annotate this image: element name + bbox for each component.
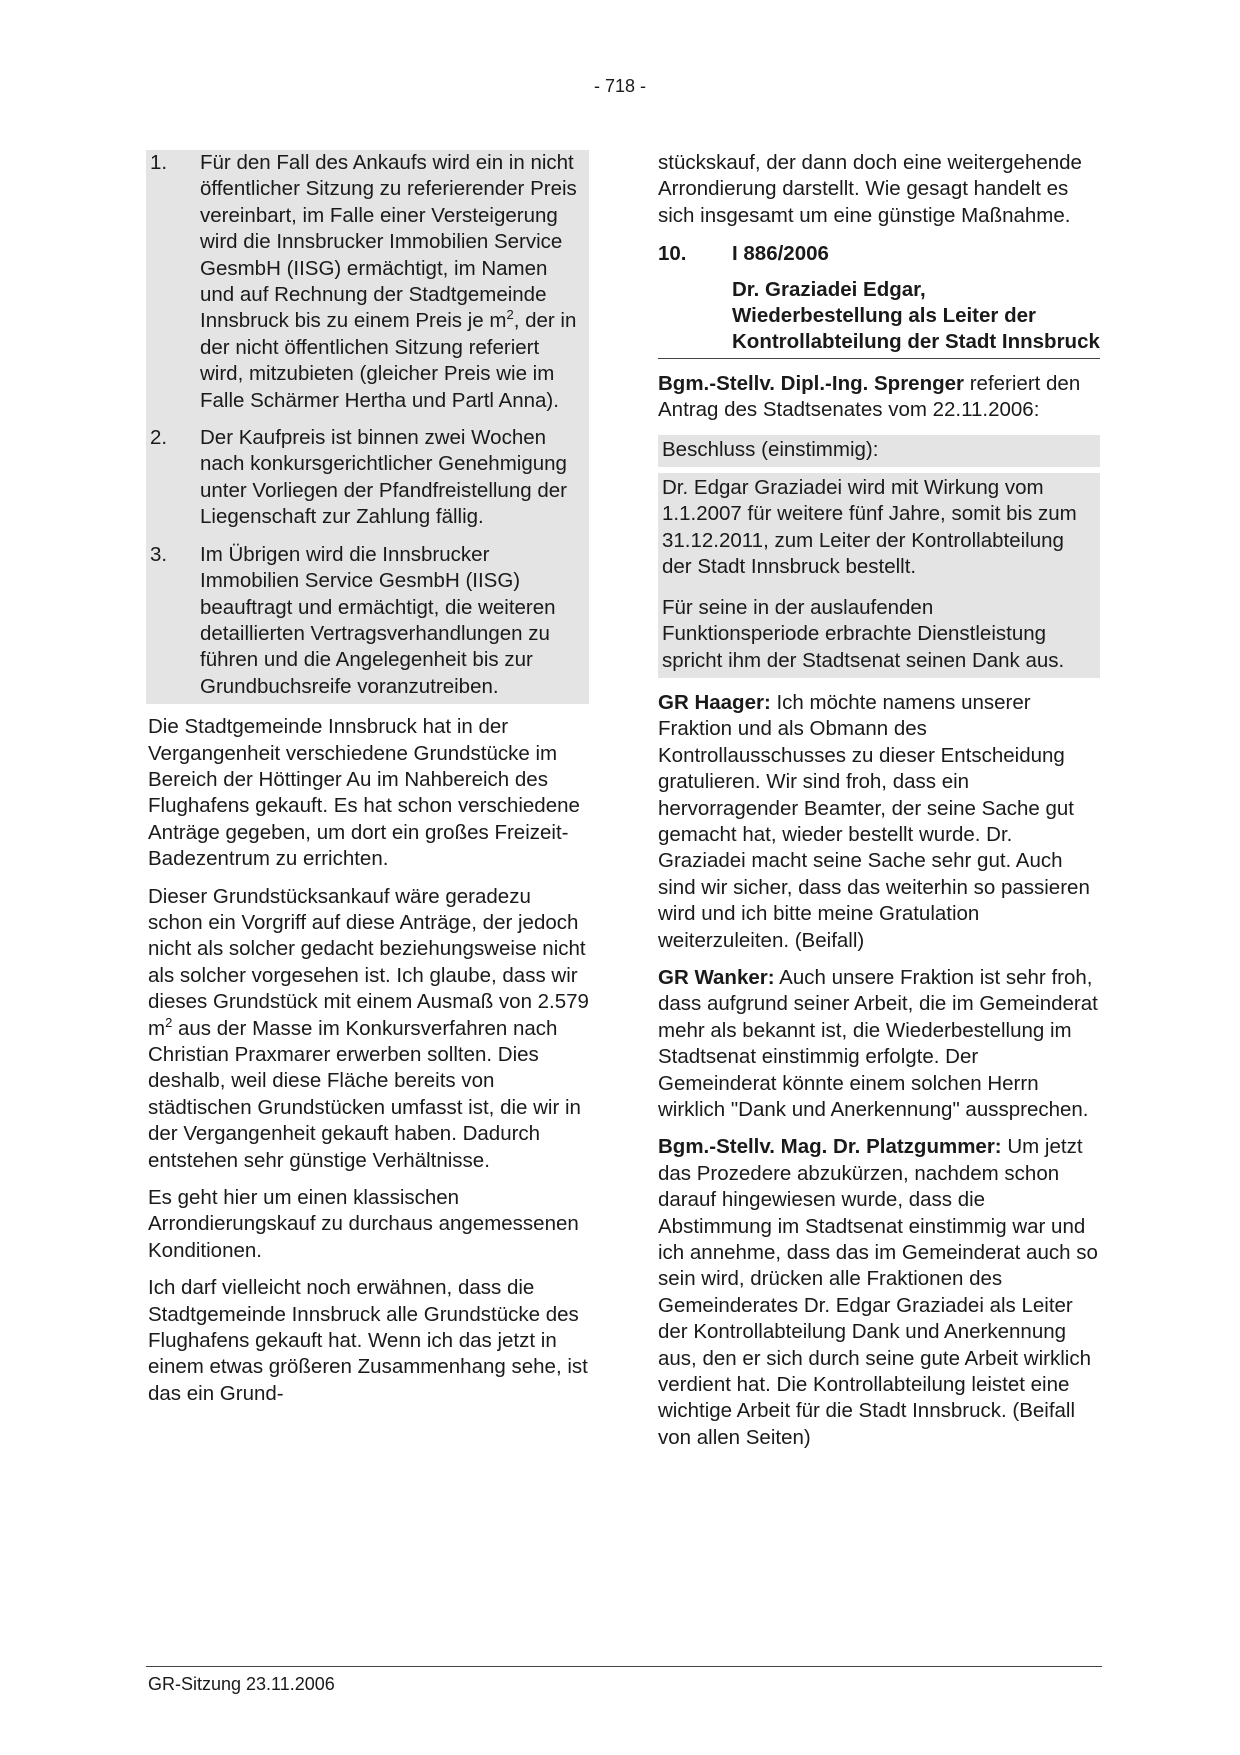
left-column	[146, 150, 589, 1418]
paragraph: Bgm.-Stellv. Dipl.-Ing. Sprenger referiert den Antrag des Stadtsenates vom 22.11.2006:	[658, 371, 1081, 422]
right-column	[658, 150, 1100, 1462]
paragraph: Es geht hier um einen klassischen Arrondierungskauf zu durchaus angemessenen Konditionen.	[148, 1186, 579, 1262]
paragraph: stückskauf, der dann doch eine weitergehende Arrondierung darstellt. Wie gesagt handelt es sich insgesamt um eine günstige Maßnahme.	[658, 151, 1082, 227]
page-number: - 718 -	[593, 76, 647, 96]
footer-text: GR-Sitzung 23.11.2006	[148, 1674, 335, 1694]
statement: GR Haager: Ich möchte namens unserer Fraktion und als Obmann des Kontrollausschusses zu dieser Entscheidung gratulieren. Wir sind froh, dass ein hervorragender Beamter, der seine Sache gut gemacht hat, wieder bestellt wurde. Dr. Graziadei macht seine Sache sehr gut. Auch sind wir sicher, dass das weiterhin so passieren wird und ich bitte meine Gratulation weiterzuleiten. (Beifall)	[658, 690, 1090, 952]
paragraph: Ich darf vielleicht noch erwähnen, dass die Stadtgemeinde Innsbruck alle Grundstücke des Flughafens gekauft hat. Wenn ich das jetzt in einem etwas größeren Zusammenhang sehe, ist das ein Grund-	[148, 1276, 588, 1405]
resolution-text: Für seine in der auslaufenden Funktionsperiode erbrachte Dienstleistung spricht ihm der Stadtsenat seinen Dank aus.	[658, 585, 1100, 678]
list-item-text: Der Kaufpreis ist binnen zwei Wochen nach konkursgerichtlicher Genehmigung unter Vorliegen der Pfandfreistellung der Liegenschaft zur Zahlung fällig.	[200, 426, 567, 529]
resolution-label: Beschluss (einstimmig):	[658, 435, 1100, 467]
speaker-name: GR Haager:	[658, 690, 771, 714]
statement: Bgm.-Stellv. Mag. Dr. Platzgummer: Um jetzt das Prozedere abzukürzen, nachdem schon darauf hingewiesen wurde, dass die Abstimmung im Stadtsenat einstimmig war und ich annehme, dass das im Gemeinderat auch so sein wird, drücken alle Fraktionen des Gemeinderates Dr. Edgar Graziadei als Leiter der Kontrollabteilung Dank und Anerkennung aus, den er sich durch seine gute Arbeit wirklich verdient hat. Die Kontrollabteilung leistet eine wichtige Arbeit für die Stadt Innsbruck. (Beifall von allen Seiten)	[658, 1135, 1098, 1449]
list-item-text: Für den Fall des Ankaufs wird ein in nicht öffentlicher Sitzung zu referierender Preis vereinbart, im Falle einer Versteigerung wird die Innsbrucker Immobilien Service GesmbH (IISG) ermächtigt, im Namen und auf Rechnung der Stadtgemeinde Innsbruck bis zu einem Preis je $m^2$, der in der nicht öffentlichen Sitzung referiert wird, mitzubieten (gleicher Preis wie im Falle Schärmer Hertha und Partl Anna).	[200, 151, 577, 412]
list-item-number: 3.	[150, 542, 168, 566]
paragraph: Dieser Grundstücksankauf wäre geradezu schon ein Vorgriff auf diese Anträge, der jedoch nicht als solcher gedacht beziehungsweise nicht als solcher vorgesehen ist. Ich glaube, dass wir dieses Grundstück mit einem Ausmaß von 2.579 $m^2$ aus der Masse im Konkursverfahren nach Christian Praxmarer erwerben sollten. Dies deshalb, weil diese Fläche bereits von städtischen Grundstücken umfasst ist, die wir in der Vergangenheit gekauft haben. Dadurch entstehen sehr günstige Verhältnisse.	[148, 884, 589, 1172]
list-item-text: Im Übrigen wird die Innsbrucker Immobilien Service GesmbH (IISG) beauftragt und ermächtigt, die weiteren detaillierten Vertragsverhandlungen zu führen und die Angelegenheit bis zur Grundbuchsreife voranzutreiben.	[200, 542, 556, 698]
resolution-list	[146, 150, 589, 704]
footer-divider	[146, 1666, 1102, 1667]
agenda-code: I 886/2006	[732, 242, 829, 266]
speaker-name: Bgm.-Stellv. Dipl.-Ing. Sprenger	[658, 371, 965, 395]
list-item	[150, 425, 585, 531]
list-item	[150, 150, 585, 414]
list-item-number: 1.	[150, 151, 168, 174]
statement: GR Wanker: Auch unsere Fraktion ist sehr froh, dass aufgrund seiner Arbeit, die im Gemeinderat mehr als bekannt ist, die Wiederbestellung im Stadtsenat einstimmig erfolgte. Der Gemeinderat könnte einem solchen Herrn wirklich "Dank und Anerkennung" aussprechen.	[658, 965, 1098, 1121]
agenda-item-header	[658, 241, 1100, 267]
speaker-name: Bgm.-Stellv. Mag. Dr. Platzgummer:	[658, 1135, 1002, 1159]
agenda-title: Dr. Graziadei Edgar, Wiederbestellung als Leiter der Kontrollabteilung der Stadt Innsbruck	[658, 277, 1100, 359]
list-item-number: 2.	[150, 426, 168, 450]
resolution-text: Dr. Edgar Graziadei wird mit Wirkung vom 1.1.2007 für weitere fünf Jahre, somit bis zum 31.12.2011, zum Leiter der Kontrollabteilung der Stadt Innsbruck bestellt.	[658, 473, 1100, 585]
list-item	[150, 542, 585, 700]
speaker-name: GR Wanker:	[658, 965, 775, 989]
paragraph: Die Stadtgemeinde Innsbruck hat in der Vergangenheit verschiedene Grundstücke im Bereich der Höttinger Au im Nahbereich des Flughafens gekauft. Es hat schon verschiedene Anträge gegeben, um dort ein großes Freizeit-Badezentrum zu errichten.	[148, 715, 580, 871]
agenda-number: 10.	[658, 242, 687, 266]
